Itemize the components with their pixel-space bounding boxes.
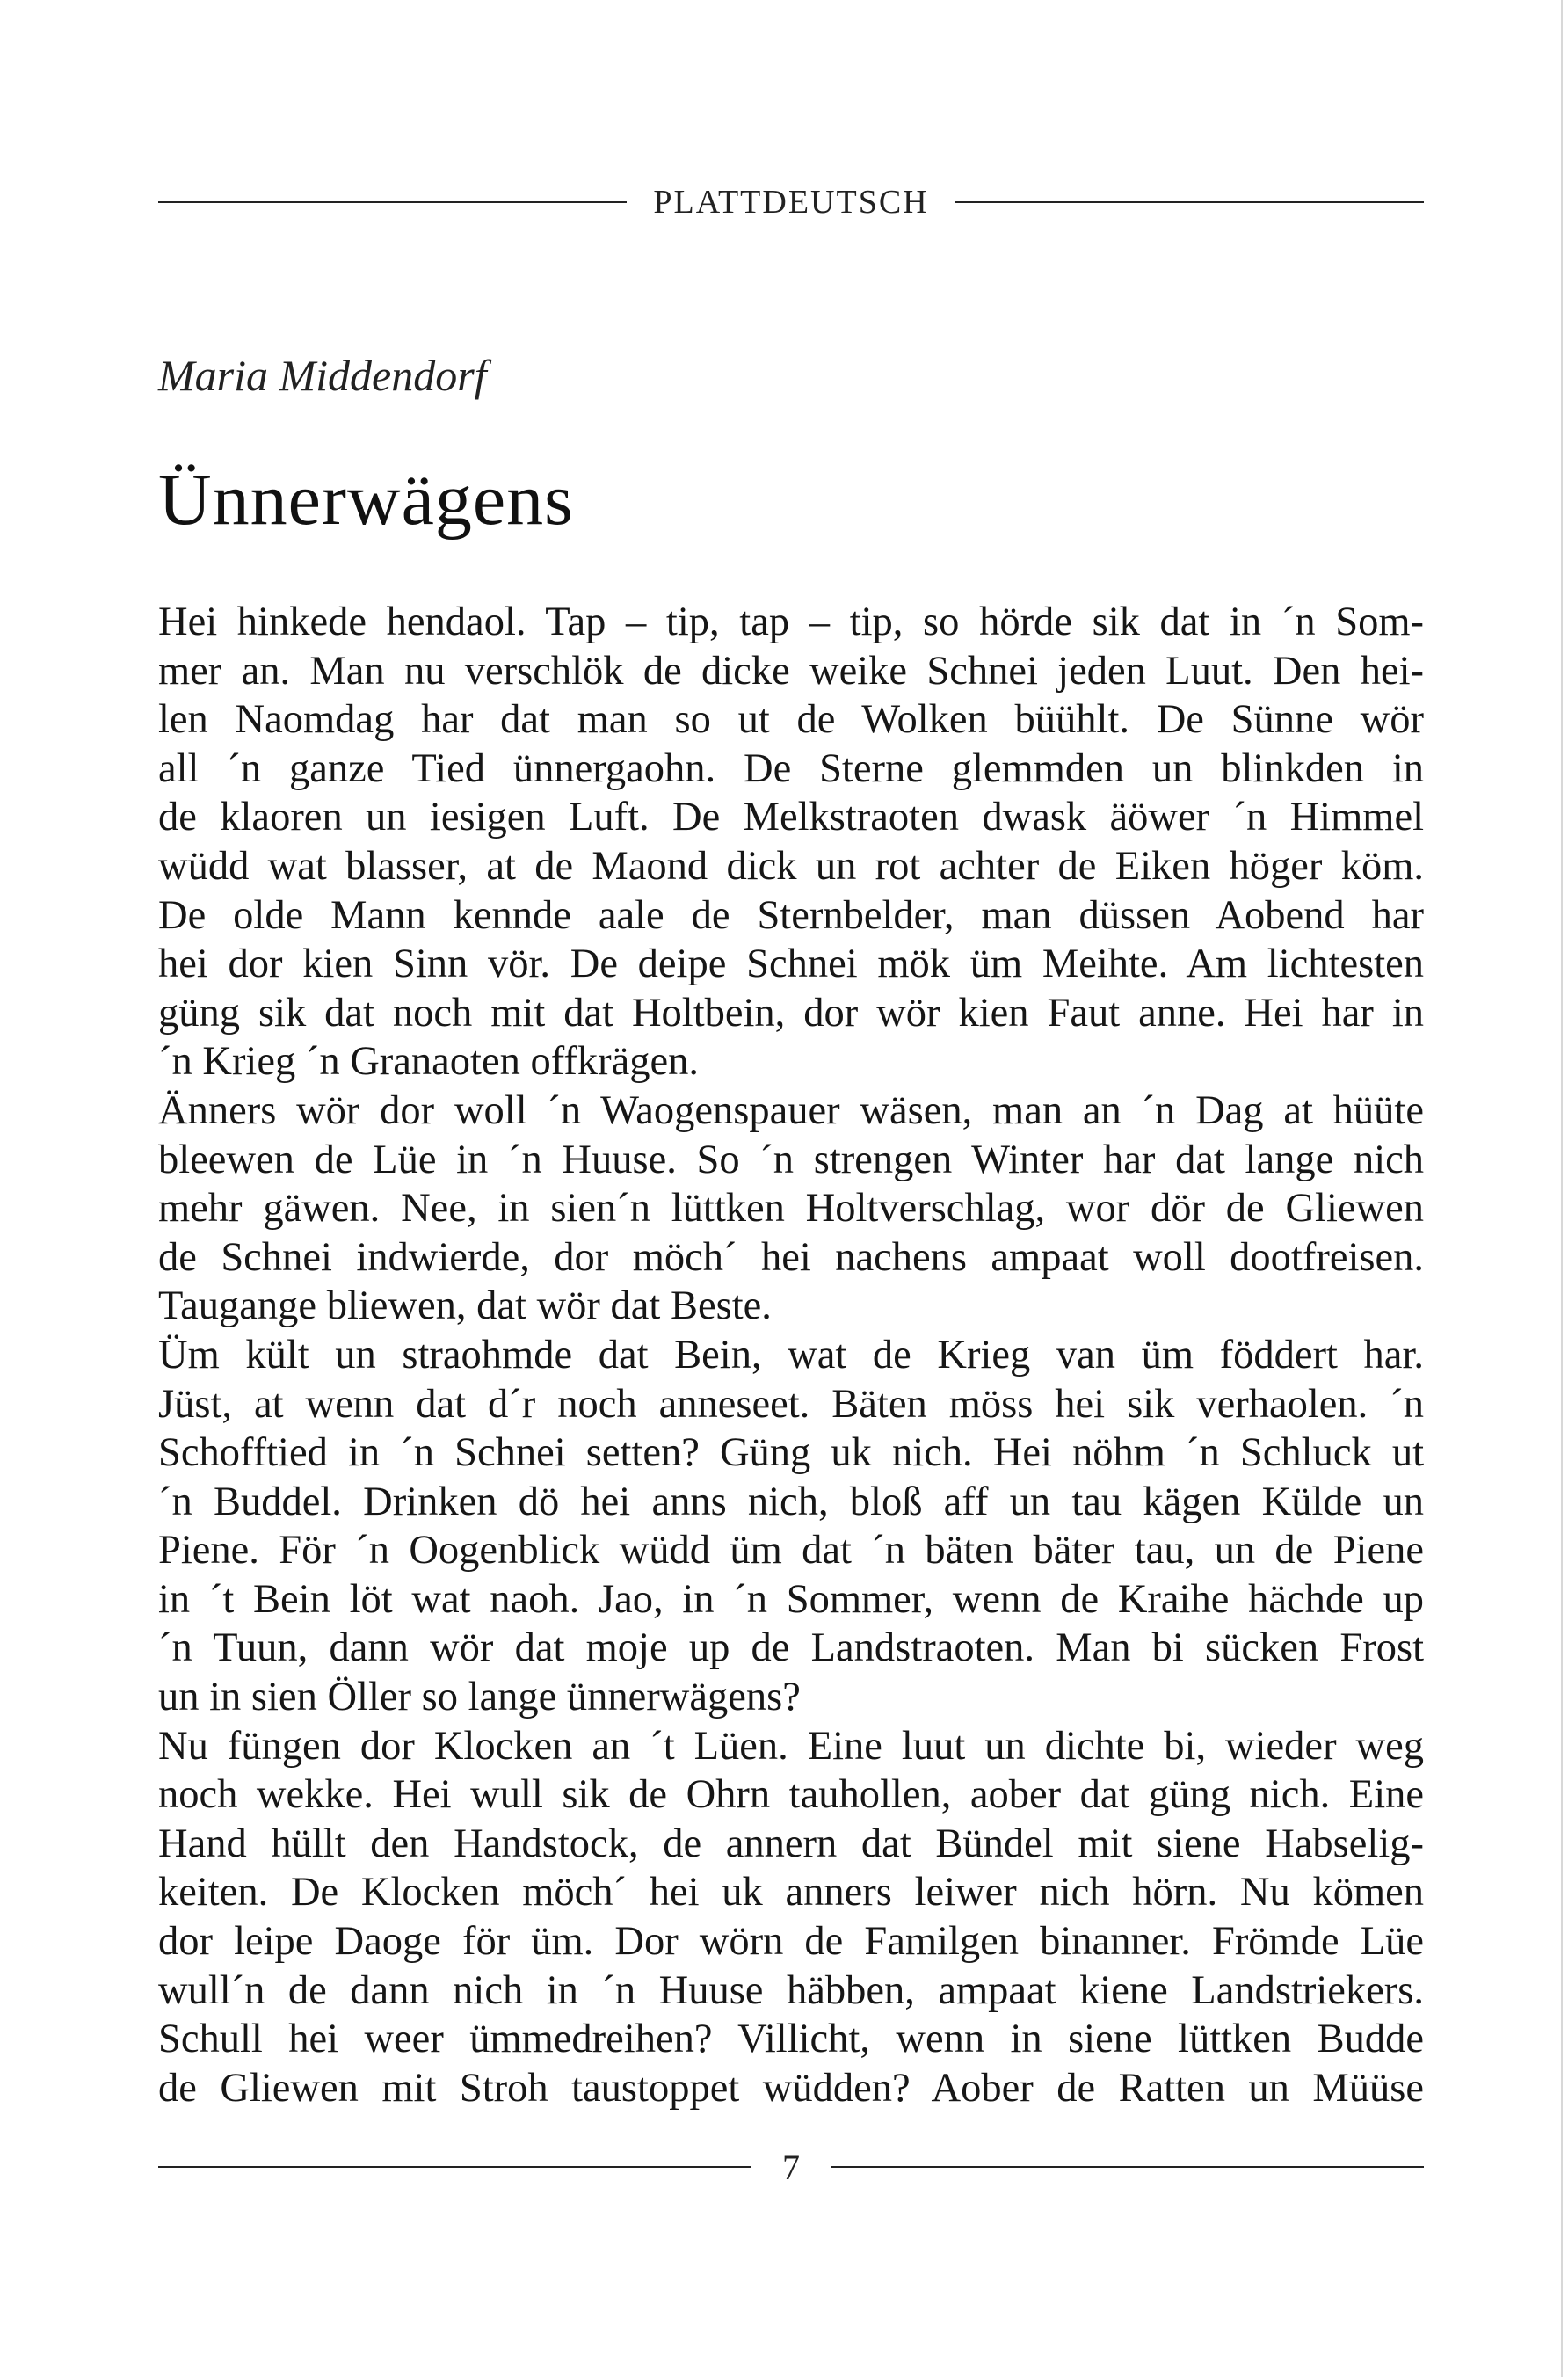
text-line: ´n Tuun, dann wör dat moje up de Landstraoten. Man bi sücken Frost <box>158 1625 1424 1671</box>
text-line: noch wekke. Hei wull sik de Ohrn tauhollen, aober dat güng nich. Eine <box>158 1772 1424 1818</box>
footer-rule-left <box>158 2166 751 2168</box>
text-line: Jüst, at wenn dat d´r noch anneseet. Bäten möss hei sik verhaolen. ´n <box>158 1381 1424 1427</box>
text-line: Hand hüllt den Handstock, de annern dat Bündel mit siene Habselig- <box>158 1821 1424 1866</box>
page-edge <box>1561 0 1563 2377</box>
text-line: Taugange bliewen, dat wör dat Beste. <box>158 1283 772 1329</box>
section-label: PLATTDEUTSCH <box>653 184 929 221</box>
text-line: dor leipe Daoge för üm. Dor wörn de Familgen binanner. Frömde Lüe <box>158 1919 1424 1965</box>
text-line: hei dor kien Sinn vör. De deipe Schnei mök üm Meihte. Am lichtesten <box>158 941 1424 987</box>
text-line: Schofftied in ´n Schnei setten? Güng uk nich. Hei nöhm ´n Schluck ut <box>158 1430 1424 1476</box>
text-line: ´n Krieg ´n Granaoten offkrägen. <box>158 1039 700 1085</box>
text-line: Nu füngen dor Klocken an ´t Lüen. Eine luut un dichte bi, wieder weg <box>158 1723 1424 1769</box>
text-line: Piene. För ´n Oogenblick wüdd üm dat ´n bäten bäter tau, un de Piene <box>158 1528 1424 1574</box>
text-line: Üm kült un straohmde dat Bein, wat de Krieg van üm föddert har. <box>158 1332 1424 1377</box>
header-rule-left <box>158 201 627 203</box>
text-line: wüdd wat blasser, at de Maond dick un rot achter de Eiken höger köm. <box>158 843 1424 889</box>
article-title: Ünnerwägens <box>158 459 574 541</box>
text-line: len Naomdag har dat man so ut de Wolken büühlt. De Sünne wör <box>158 697 1424 743</box>
text-line: mehr gäwen. Nee, in sien´n lüttken Holtverschlag, wor dör de Gliewen <box>158 1186 1424 1232</box>
text-line: Schull hei weer ümmedreihen? Villicht, wenn in siene lüttken Budde <box>158 2017 1424 2062</box>
text-line: güng sik dat noch mit dat Holtbein, dor wör kien Faut anne. Hei har in <box>158 990 1424 1036</box>
header-rule-right <box>955 201 1424 203</box>
text-line: bleewen de Lüe in ´n Huuse. So ´n strengen Winter har dat lange nich <box>158 1137 1424 1182</box>
author-name: Maria Middendorf <box>158 351 487 400</box>
running-footer <box>158 2145 1424 2189</box>
footer-rule-right <box>831 2166 1424 2168</box>
text-line: keiten. De Klocken möch´ hei uk anners leiwer nich hörn. Nu kömen <box>158 1870 1424 1915</box>
page-number: 7 <box>782 2147 800 2187</box>
text-line: mer an. Man nu verschlök de dicke weike Schnei jeden Luut. Den hei- <box>158 648 1424 694</box>
text-line: De olde Mann kennde aale de Sternbelder, man düssen Aobend har <box>158 892 1424 938</box>
text-line: Änners wör dor woll ´n Waogenspauer wäsen, man an ´n Dag at hüüte <box>158 1087 1424 1133</box>
body-text <box>158 598 1424 2112</box>
text-line: Hei hinkede hendaol. Tap – tip, tap – tip, so hörde sik dat in ´n Som- <box>158 600 1424 644</box>
text-line: de Schnei indwierde, dor möch´ hei nachens ampaat woll dootfreisen. <box>158 1234 1424 1280</box>
text-line: ´n Buddel. Drinken dö hei anns nich, bloß aff un tau kägen Külde un <box>158 1479 1424 1524</box>
text-line: in ´t Bein löt wat naoh. Jao, in ´n Sommer, wenn de Kraihe hächde up <box>158 1576 1424 1622</box>
text-line: de klaoren un iesigen Luft. De Melkstraoten dwask äöwer ´n Himmel <box>158 795 1424 840</box>
text-line: de Gliewen mit Stroh taustoppet wüdden? Aober de Ratten un Müüse <box>158 2065 1424 2111</box>
text-line: all ´n ganze Tied ünnergaohn. De Sterne glemmden un blinkden in <box>158 745 1424 791</box>
text-line: un in sien Öller so lange ünnerwägens? <box>158 1675 801 1720</box>
running-header <box>158 176 1424 229</box>
text-line: wull´n de dann nich in ´n Huuse häbben, ampaat kiene Landstriekers. <box>158 1967 1424 2013</box>
